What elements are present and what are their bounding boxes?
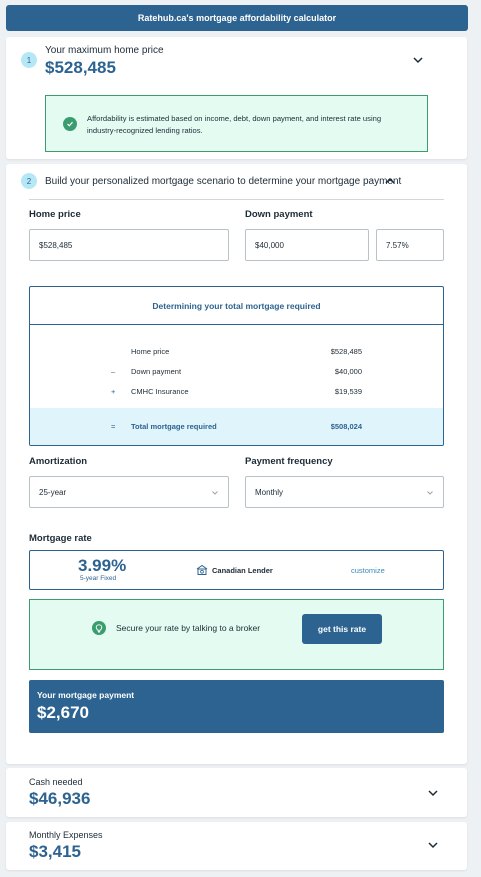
mortgage-payment-box: [29, 680, 444, 733]
amortization-value: 25-year: [39, 487, 67, 497]
down-payment-percent-input[interactable]: [376, 229, 444, 261]
mortgage-required-breakdown: [29, 286, 444, 446]
rate-value: 3.99%: [78, 556, 127, 575]
monthly-expenses-value: $3,415: [29, 842, 81, 861]
row-label: Home price: [131, 347, 170, 356]
chevron-down-icon: [211, 489, 219, 497]
affordability-info-box: [45, 95, 428, 152]
lender-name: Canadian Lender: [212, 566, 273, 575]
bank-icon: [196, 564, 208, 576]
payment-frequency-value: Monthly: [255, 487, 284, 497]
mortgage-rate-label: Mortgage rate: [29, 533, 92, 544]
row-value: $19,539: [334, 387, 362, 396]
check-circle-icon: [63, 117, 77, 131]
customize-link[interactable]: customize: [351, 566, 385, 575]
home-price-label: Home price: [29, 209, 81, 220]
down-payment-input[interactable]: [245, 229, 369, 261]
amortization-label: Amortization: [29, 456, 88, 467]
total-label: Total mortgage required: [131, 422, 217, 431]
broker-text: Secure your rate by talking to a broker: [116, 623, 261, 633]
monthly-expenses-card[interactable]: [6, 822, 467, 870]
chevron-down-icon[interactable]: [411, 53, 425, 67]
step-badge-2: 2: [21, 173, 37, 189]
row-label: CMHC Insurance: [131, 387, 189, 396]
home-price-input[interactable]: [29, 229, 229, 261]
amortization-select[interactable]: [29, 476, 229, 508]
chevron-down-icon[interactable]: [426, 786, 440, 800]
cash-needed-card[interactable]: [6, 768, 467, 817]
total-symbol: =: [111, 422, 116, 431]
cash-needed-title: Cash needed: [29, 777, 83, 787]
chevron-down-icon: [426, 489, 434, 497]
mortgage-payment-value: $2,670: [37, 703, 89, 722]
monthly-expenses-title: Monthly Expenses: [29, 830, 103, 840]
row-value: $528,485: [330, 347, 362, 356]
row-value: $40,000: [334, 367, 362, 376]
mortgage-rate-box[interactable]: [29, 550, 444, 590]
max-home-price-card[interactable]: [6, 37, 467, 159]
cash-needed-value: $46,936: [29, 789, 91, 808]
payment-frequency-label: Payment frequency: [245, 456, 333, 467]
section-divider: [29, 199, 444, 200]
banner-title: Ratehub.ca's mortgage affordability calculator: [137, 13, 337, 23]
section2-title: Build your personalized mortgage scenario to determine your mortgage payment: [45, 176, 402, 187]
payment-frequency-select[interactable]: [245, 476, 444, 508]
get-this-rate-button[interactable]: get this rate: [302, 614, 382, 644]
chevron-down-icon[interactable]: [426, 838, 440, 852]
row-symbol: –: [111, 367, 116, 376]
down-payment-label: Down payment: [245, 209, 313, 220]
broker-cta-box: [29, 599, 444, 670]
section1-title: Your maximum home price: [45, 45, 164, 56]
lightbulb-icon: [92, 621, 106, 635]
mortgage-payment-label: Your mortgage payment: [37, 690, 135, 700]
row-symbol: +: [111, 387, 116, 396]
total-value: $508,024: [330, 422, 362, 431]
max-home-price-value: $528,485: [45, 58, 116, 77]
calculator-banner: [6, 5, 468, 31]
rate-term: 5-year Fixed: [80, 575, 117, 582]
mortgage-scenario-card: [6, 164, 467, 764]
mortgage-required-title: Determining your total mortgage required: [30, 287, 443, 325]
step-badge-1: 1: [21, 52, 37, 68]
total-mortgage-row: [30, 408, 443, 445]
affordability-info-text: Affordability is estimated based on income, debt, down payment, and interest rate using industry-recognized lending ratios.: [87, 114, 382, 135]
row-label: Down payment: [131, 367, 182, 376]
chevron-up-icon[interactable]: [383, 174, 397, 188]
